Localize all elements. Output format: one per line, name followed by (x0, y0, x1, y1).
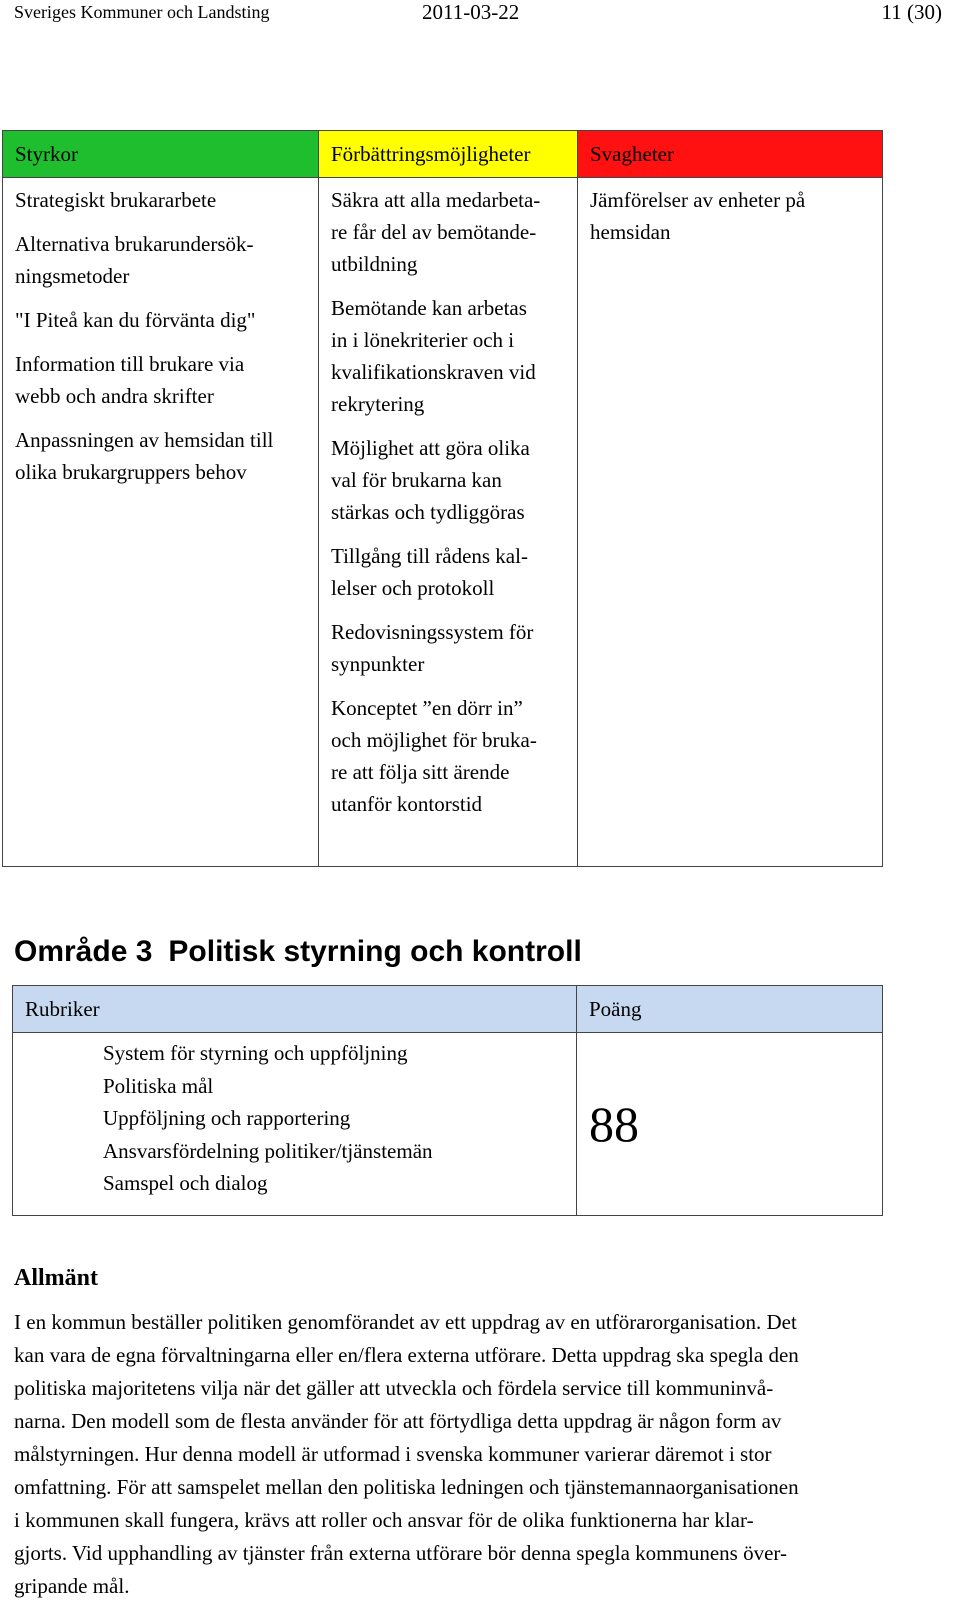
rubrik-item: Ansvarsfördelning politiker/tjänstemän (103, 1138, 433, 1163)
styrka-item (15, 304, 306, 336)
forbattring-item (331, 616, 565, 680)
forbattring-text: Säkra att alla medarbeta- re får del av bemötande- utbildning (331, 188, 541, 276)
rubriker-cell (13, 1033, 577, 1216)
paragraph-line: i kommunen skall fungera, krävs att roller och ansvar för de olika funktionerna har klar- (14, 1508, 754, 1532)
styrka-item (15, 228, 306, 292)
paragraph-line: I en kommun beställer politiken genomförandet av ett uppdrag av en utförarorganisation. Det (14, 1310, 797, 1334)
forbattring-text: Möjlighet att göra olika val för brukarna kan stärkas och tydliggöras (331, 436, 530, 524)
area-title: Politisk styrning och kontroll (168, 935, 582, 968)
svaghet-text: Jämförelser av enheter på hemsidan (590, 188, 806, 244)
header-poang: Poäng (577, 986, 883, 1033)
allmant-heading: Allmänt (14, 1265, 98, 1291)
forbattring-text: Redovisningssystem för synpunkter (331, 620, 534, 676)
paragraph-line: omfattning. För att samspelet mellan den politiska ledningen och tjänstemannaorganisationen (14, 1475, 799, 1499)
forbattring-item (331, 692, 565, 820)
styrka-text: Strategiskt brukararbete (15, 188, 217, 212)
page-header (0, 0, 960, 28)
allmant-paragraph (14, 1306, 934, 1603)
styrka-text: Alternativa brukarundersök- ningsmetoder (15, 232, 254, 288)
paragraph-line: politiska majoritetens vilja när det gäller att utveckla och fördela service till kommuninvå- (14, 1376, 774, 1400)
score-table (12, 985, 883, 1216)
styrkor-cell (3, 178, 319, 867)
styrka-text: Information till brukare via webb och andra skrifter (15, 352, 245, 408)
forbattring-item (331, 184, 565, 280)
svagheter-cell (578, 178, 883, 867)
paragraph-line: gjorts. Vid upphandling av tjänster från externa utförare bör denna spegla kommunens över- (14, 1541, 787, 1565)
header-rubriker: Rubriker (13, 986, 577, 1033)
styrka-item (15, 184, 306, 216)
header-organization: Sveriges Kommuner och Landsting (14, 2, 270, 22)
header-page-number: 11 (30) (881, 0, 942, 24)
header-forbattringsmojligheter: Förbättringsmöjligheter (319, 131, 578, 178)
rubrik-item: System för styrning och uppföljning (103, 1041, 408, 1065)
header-svagheter: Svagheter (578, 131, 883, 178)
header-styrkor: Styrkor (3, 131, 319, 178)
forbattring-item (331, 292, 565, 420)
forbattring-text: Tillgång till rådens kal- lelser och protokoll (331, 544, 528, 600)
paragraph-line: narna. Den modell som de flesta använder för att förtydliga detta uppdrag är någon form av (14, 1409, 782, 1433)
rubrik-item: Samspel och dialog (103, 1171, 268, 1195)
styrka-item (15, 424, 306, 488)
forbattring-text: Bemötande kan arbetas in i lönekriterier och i kvalifikationskraven vid rekrytering (331, 296, 536, 416)
forbattring-item (331, 432, 565, 528)
svaghet-item (590, 184, 870, 248)
poang-value: 88 (577, 1033, 883, 1216)
paragraph-line: kan vara de egna förvaltningarna eller en/flera externa utförare. Detta uppdrag ska spegla den (14, 1343, 799, 1367)
paragraph-line: gripande mål. (14, 1574, 130, 1598)
swot-table (2, 130, 883, 867)
area-heading (14, 934, 582, 970)
styrka-text: "I Piteå kan du förvänta dig" (15, 308, 256, 332)
styrka-text: Anpassningen av hemsidan till olika brukargruppers behov (15, 428, 274, 484)
rubrik-item: Politiska mål (103, 1073, 214, 1098)
area-number: Område 3 (14, 935, 153, 968)
rubrik-item: Uppföljning och rapportering (103, 1106, 351, 1130)
header-date: 2011-03-22 (422, 0, 520, 24)
forbattring-text: Konceptet ”en dörr in” och möjlighet för bruka- re att följa sitt ärende utanför kontorstid (331, 696, 537, 816)
forbattring-item (331, 540, 565, 604)
paragraph-line: målstyrningen. Hur denna modell är utformad i svenska kommuner varierar däremot i stor (14, 1442, 772, 1466)
styrka-item (15, 348, 306, 412)
forbattring-cell (319, 178, 578, 867)
